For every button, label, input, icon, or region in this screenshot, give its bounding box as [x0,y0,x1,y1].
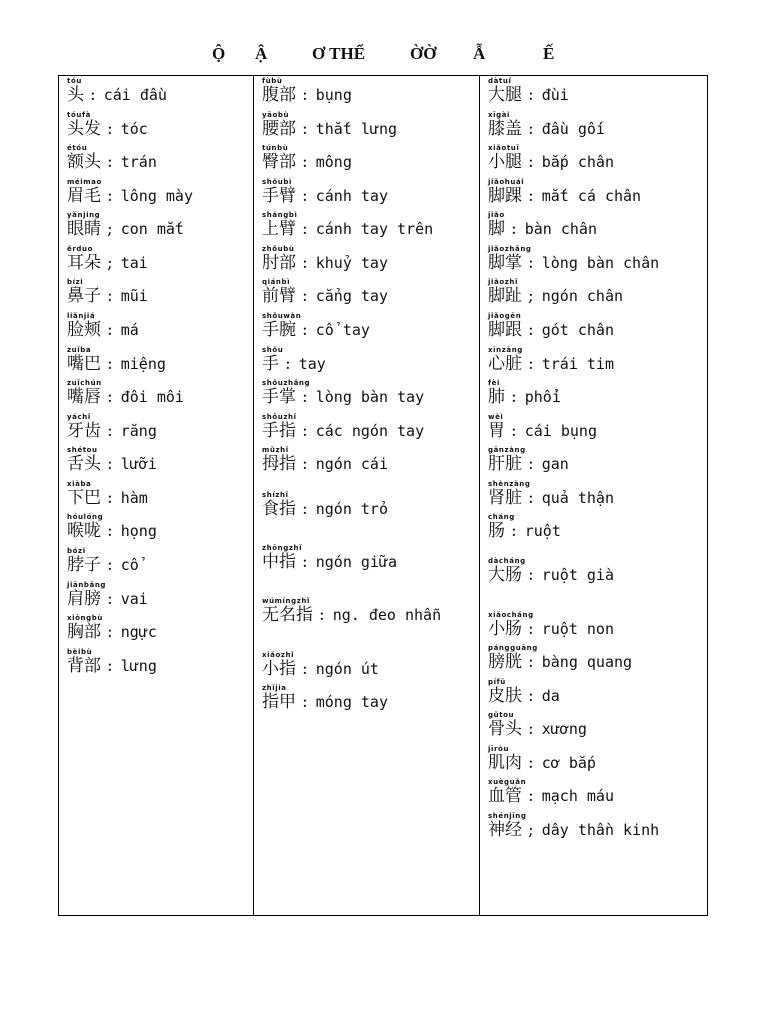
title-fragment: Ộ [212,44,226,63]
vocab-line [488,718,587,740]
chinese-word: 额头 [67,152,101,172]
pinyin: xiǎotuǐ [488,144,520,152]
vocab-line [67,84,167,106]
vocab-line [67,319,139,341]
vietnamese-meaning: mắt cá chân [541,187,642,205]
vocab-line [262,252,388,274]
vocabulary-table [58,75,708,916]
vietnamese-meaning: bắp chân [541,153,614,171]
pinyin: xiǎocháng [488,611,534,619]
vocab-line [488,819,659,841]
vocab-line [67,655,157,677]
title-fragment: Ế [543,44,555,63]
pinyin: jiǎozhǐ [488,278,518,286]
vocab-line [488,118,605,140]
chinese-word: 肠 [488,521,505,541]
column-divider [479,76,480,915]
chinese-word: 小肠 [488,619,522,639]
vocab-line [488,353,614,375]
vietnamese-meaning: cánh tay trên [315,220,434,238]
chinese-word: 小腿 [488,152,522,172]
vietnamese-meaning: lưng [120,657,157,675]
pinyin: shǒubì [262,178,292,186]
vocab-line [488,785,614,807]
separator: : [107,119,113,139]
separator: : [528,686,534,706]
vietnamese-meaning: tai [120,254,148,272]
separator: : [528,119,534,139]
vietnamese-meaning: tay [298,355,326,373]
pinyin: shǒuzhǐ [262,413,297,421]
separator: : [528,753,534,773]
vietnamese-meaning: vai [120,590,148,608]
chinese-word: 骨头 [488,719,522,739]
vocab-line [488,420,597,442]
pinyin: jiānbǎng [67,581,107,589]
vietnamese-meaning: trán [120,153,157,171]
pinyin: gānzàng [488,446,526,454]
separator: : [528,565,534,585]
title-fragment: ỜỜ [410,44,437,63]
pinyin: tóu [67,77,82,85]
chinese-word: 脚趾 [488,286,522,306]
separator: : [528,652,534,672]
pinyin: hóulóng [67,513,104,521]
vietnamese-meaning: ng. đeo nhẫn [332,606,442,624]
separator: : [90,85,96,105]
pinyin: dàcháng [488,557,526,565]
vietnamese-meaning: ruột già [541,566,614,584]
pinyin: pángguāng [488,644,538,652]
vocab-line [67,118,148,140]
chinese-word: 肺 [488,387,505,407]
chinese-word: 脖子 [67,555,101,575]
separator: : [107,421,113,441]
vietnamese-meaning: tóc [120,120,148,138]
title-fragment: Ơ THỂ [312,44,366,63]
vietnamese-meaning: cái bụng [524,422,597,440]
vocab-line [67,453,157,475]
vocab-line [67,252,148,274]
vocab-line [488,151,614,173]
vietnamese-meaning: lòng bàn chân [541,254,660,272]
vietnamese-meaning: ngón cái [315,455,388,473]
vietnamese-meaning: mạch máu [541,787,614,805]
vocab-line [262,551,397,573]
pinyin: wèi [488,413,504,421]
chinese-word: 小指 [262,659,296,679]
separator: : [302,421,308,441]
vocab-line [262,151,352,173]
separator: : [302,387,308,407]
chinese-word: 眉毛 [67,186,101,206]
separator: : [511,421,517,441]
vocab-line [488,752,596,774]
vocab-line [262,118,397,140]
separator: : [302,152,308,172]
chinese-word: 肌肉 [488,753,522,773]
chinese-word: 拇指 [262,454,296,474]
separator: : [302,85,308,105]
chinese-word: 喉咙 [67,521,101,541]
vietnamese-meaning: mông [315,153,352,171]
vocab-line [262,420,424,442]
pinyin: xiǎozhǐ [262,651,295,659]
chinese-word: 头发 [67,119,101,139]
separator: : [511,521,517,541]
title-fragment: Ẫ [473,44,486,63]
pinyin: jīròu [488,745,510,753]
separator: : [302,320,308,340]
separator: : [528,354,534,374]
separator: ; [528,286,534,306]
pinyin: liǎnjiá [67,312,96,320]
separator: ; [107,253,113,273]
vietnamese-meaning: khuỷ tay [315,254,388,272]
pinyin: bèibù [67,648,93,656]
vietnamese-meaning: mũi [120,287,148,305]
separator: : [302,219,308,239]
separator: : [511,219,517,239]
vocab-line [488,386,561,408]
chinese-word: 指甲 [262,692,296,712]
vocab-line [262,285,388,307]
separator: : [302,454,308,474]
chinese-word: 无名指 [262,605,313,625]
vocab-line [488,520,561,542]
chinese-word: 肩膀 [67,589,101,609]
vietnamese-meaning: lòng bàn tay [315,388,425,406]
pinyin: xiōngbù [67,614,103,622]
vocab-line [67,420,157,442]
vocab-line [262,658,379,680]
vietnamese-meaning: da [541,687,560,705]
vocab-line [262,691,388,713]
vocab-line [488,685,560,707]
pinyin: shàngbì [262,211,298,219]
pinyin: étóu [67,144,88,152]
vocab-line [67,218,184,240]
pinyin: jiǎohuái [488,178,525,186]
chinese-word: 神经 [488,820,522,840]
chinese-word: 胃 [488,421,505,441]
vocab-line [67,353,166,375]
separator: : [302,499,308,519]
pinyin: tóufà [67,111,91,119]
chinese-word: 脚掌 [488,253,522,273]
pinyin: cháng [488,513,515,521]
pinyin: zhōngzhǐ [262,544,303,552]
chinese-word: 嘴唇 [67,387,101,407]
chinese-word: 臀部 [262,152,296,172]
chinese-word: 膝盖 [488,119,522,139]
separator: : [107,152,113,172]
chinese-word: 下巴 [67,488,101,508]
separator: : [302,692,308,712]
vietnamese-meaning: họng [120,522,157,540]
vocab-line [262,319,370,341]
separator: : [528,152,534,172]
separator: : [107,589,113,609]
vietnamese-meaning: phổi [524,388,561,406]
vocab-line [67,151,157,173]
pinyin: yāobù [262,111,290,119]
chinese-word: 胸部 [67,622,101,642]
pinyin: bízi [67,278,84,286]
vocab-line [488,252,659,274]
separator: ; [107,219,113,239]
chinese-word: 脸颊 [67,320,101,340]
vietnamese-meaning: móng tay [315,693,388,711]
separator: : [302,253,308,273]
chinese-word: 手腕 [262,320,296,340]
pinyin: bózi [67,547,86,555]
vocab-line [67,520,157,542]
chinese-word: 鼻子 [67,286,101,306]
pinyin: jiǎozhǎng [488,245,532,253]
vietnamese-meaning: lưỡi [120,455,157,473]
vocab-line [488,218,597,240]
separator: : [528,488,534,508]
title-fragment: Ậ [255,44,268,63]
separator: : [302,119,308,139]
separator: : [302,659,308,679]
separator: : [528,253,534,273]
separator: : [302,186,308,206]
separator: : [511,387,517,407]
vietnamese-meaning: má [120,321,139,339]
vietnamese-meaning: hàm [120,489,148,507]
vocab-line [67,588,148,610]
pinyin: zhǐjia [262,684,287,692]
vietnamese-meaning: ngón trỏ [315,500,388,518]
chinese-word: 手指 [262,421,296,441]
vocab-line [488,453,569,475]
separator: : [107,454,113,474]
chinese-word: 前臂 [262,286,296,306]
vietnamese-meaning: răng [120,422,157,440]
vietnamese-meaning: đầu gối [541,120,605,138]
chinese-word: 肝脏 [488,454,522,474]
vietnamese-meaning: cổ tay [315,321,370,339]
pinyin: mǔzhǐ [262,446,289,454]
vietnamese-meaning: đùi [541,86,569,104]
pinyin: xīnzàng [488,346,523,354]
pinyin: zuǐba [67,346,92,354]
pinyin: ěrduo [67,245,94,253]
vietnamese-meaning: bàn chân [524,220,597,238]
pinyin: jiǎogēn [488,312,522,320]
vocab-line [67,386,184,408]
separator: : [107,488,113,508]
pinyin: zhǒubù [262,245,295,253]
vocab-line [262,84,352,106]
vietnamese-meaning: gót chân [541,321,614,339]
pinyin: pífū [488,678,506,686]
vocab-line [488,319,614,341]
vietnamese-meaning: đôi môi [120,388,184,406]
chinese-word: 脚 [488,219,505,239]
pinyin: shǒu [262,346,284,354]
vocab-line [262,218,433,240]
pinyin: shénjīng [488,812,527,820]
chinese-word: 膀胱 [488,652,522,672]
vietnamese-meaning: cái đầu [103,86,167,104]
separator: : [528,186,534,206]
vietnamese-meaning: xương [541,720,587,738]
chinese-word: 肾脏 [488,488,522,508]
separator: : [285,354,291,374]
vietnamese-meaning: ngón giữa [315,553,398,571]
vocab-line [262,604,441,626]
vietnamese-meaning: ruột non [541,620,614,638]
vocab-line [488,564,614,586]
chinese-word: 头 [67,85,84,105]
chinese-word: 嘴巴 [67,354,101,374]
vietnamese-meaning: con mắt [120,220,184,238]
vietnamese-meaning: cổ [120,556,139,574]
vocab-line [488,618,614,640]
pinyin: xiàba [67,480,92,488]
pinyin: jiǎo [488,211,505,219]
separator: : [528,85,534,105]
vietnamese-meaning: thắt lưng [315,120,398,138]
separator: : [319,605,325,625]
separator: ; [528,820,534,840]
separator: : [528,454,534,474]
pinyin: shízhǐ [262,491,289,499]
chinese-word: 大肠 [488,565,522,585]
vocab-line [262,386,424,408]
chinese-word: 耳朵 [67,253,101,273]
separator: : [107,622,113,642]
vietnamese-meaning: ngón út [315,660,379,678]
vocab-line [67,554,139,576]
pinyin: túnbù [262,144,289,152]
vocab-line [67,487,148,509]
pinyin: wúmíngzhǐ [262,597,310,605]
column-divider [253,76,254,915]
chinese-word: 血管 [488,786,522,806]
chinese-word: 牙齿 [67,421,101,441]
chinese-word: 手臂 [262,186,296,206]
chinese-word: 背部 [67,656,101,676]
vocab-line [262,353,326,375]
pinyin: shǒuwàn [262,312,302,320]
pinyin: gǔtou [488,711,515,719]
separator: : [107,656,113,676]
pinyin: fùbù [262,77,283,85]
separator: : [107,320,113,340]
vocab-line [488,84,569,106]
vocab-line [488,487,614,509]
pinyin: yǎnjing [67,211,101,219]
pinyin: xuèguǎn [488,778,527,786]
chinese-word: 大腿 [488,85,522,105]
separator: : [528,619,534,639]
chinese-word: 中指 [262,552,296,572]
pinyin: shétou [67,446,98,454]
vietnamese-meaning: miệng [120,355,166,373]
separator: : [528,320,534,340]
pinyin: qiánbì [262,278,291,286]
chinese-word: 肘部 [262,253,296,273]
chinese-word: 眼睛 [67,219,101,239]
vietnamese-meaning: quả thận [541,489,614,507]
vietnamese-meaning: cơ bắp [541,754,596,772]
vietnamese-meaning: bàng quang [541,653,633,671]
pinyin: xīgài [488,111,511,119]
separator: : [107,186,113,206]
vietnamese-meaning: ngón chân [541,287,624,305]
vietnamese-meaning: bụng [315,86,352,104]
chinese-word: 上臂 [262,219,296,239]
vietnamese-meaning: cánh tay [315,187,388,205]
chinese-word: 腹部 [262,85,296,105]
pinyin: zuǐchún [67,379,102,387]
chinese-word: 腰部 [262,119,296,139]
chinese-word: 脚踝 [488,186,522,206]
separator: : [107,387,113,407]
vietnamese-meaning: các ngón tay [315,422,425,440]
pinyin: fèi [488,379,500,387]
separator: : [107,354,113,374]
chinese-word: 手 [262,354,279,374]
vocab-line [262,185,388,207]
separator: : [528,786,534,806]
vietnamese-meaning: dây thần kinh [541,821,660,839]
vocab-line [488,651,632,673]
separator: : [528,719,534,739]
page-title [0,44,768,68]
vietnamese-meaning: lông mày [120,187,193,205]
separator: : [107,521,113,541]
vocab-line [67,185,193,207]
vocab-line [67,285,148,307]
vocab-line [262,453,388,475]
vocab-line [488,285,623,307]
vietnamese-meaning: cẳng tay [315,287,388,305]
vocab-line [67,621,157,643]
chinese-word: 食指 [262,499,296,519]
chinese-word: 皮肤 [488,686,522,706]
chinese-word: 心脏 [488,354,522,374]
separator: : [107,555,113,575]
vocab-line [488,185,641,207]
separator: : [302,286,308,306]
chinese-word: 手掌 [262,387,296,407]
pinyin: méimao [67,178,102,186]
pinyin: shènzàng [488,480,531,488]
vocab-line [262,498,388,520]
vietnamese-meaning: gan [541,455,569,473]
vietnamese-meaning: ruột [524,522,561,540]
pinyin: shǒuzhǎng [262,379,311,387]
pinyin: dàtuǐ [488,77,512,85]
separator: : [107,286,113,306]
chinese-word: 舌头 [67,454,101,474]
vietnamese-meaning: trái tim [541,355,614,373]
separator: : [302,552,308,572]
chinese-word: 脚跟 [488,320,522,340]
vietnamese-meaning: ngực [120,623,157,641]
pinyin: yáchǐ [67,413,91,421]
